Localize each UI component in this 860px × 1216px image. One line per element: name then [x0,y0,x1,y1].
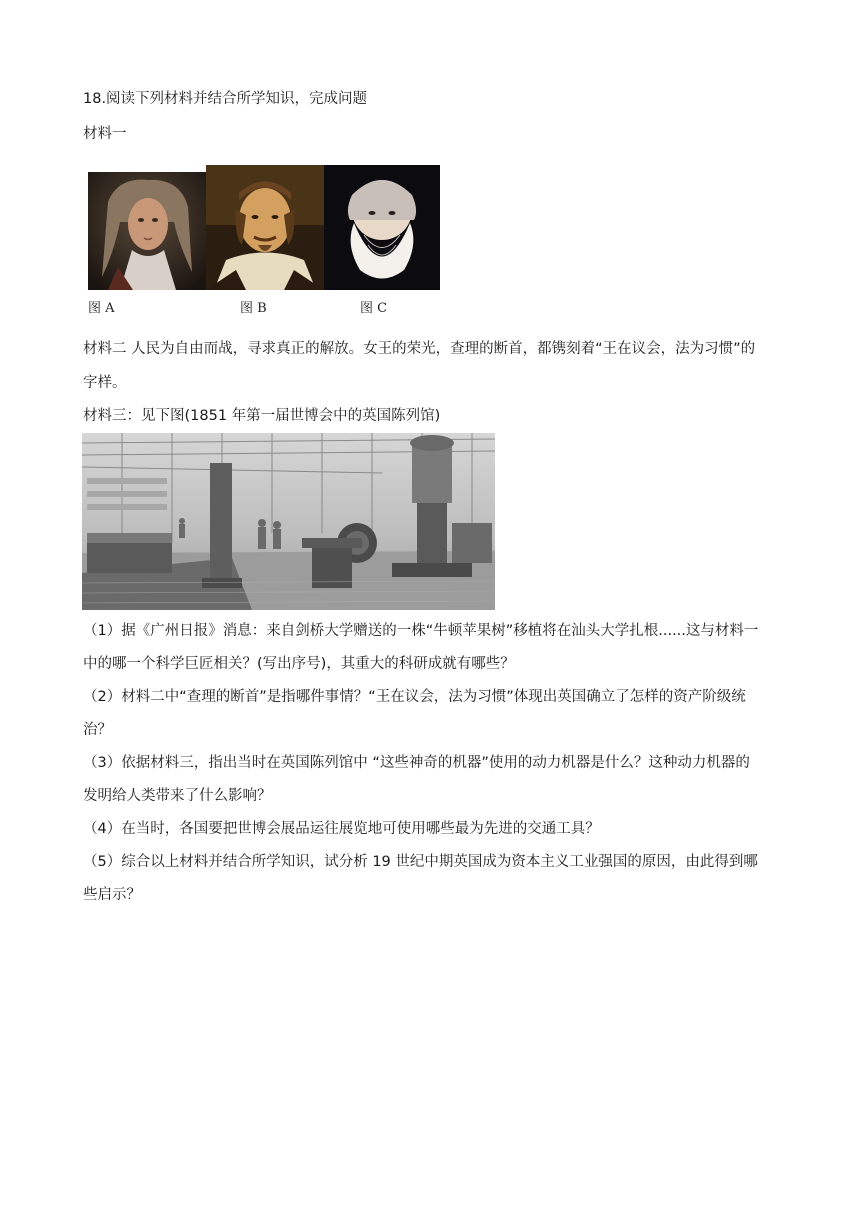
question-5-line2: 些启示？ [83,887,141,903]
portrait-a-image [88,172,206,290]
question-5-line1: （5）综合以上材料并结合所学知识，试分析 19 世纪中期英国成为资本主义工业强国的原因，由此得到哪 [83,854,758,870]
question-3-line1: （3）依据材料三，指出当时在英国陈列馆中 “这些神奇的机器”使用的动力机器是什么？这种动力机器的 [83,755,750,771]
portrait-c-image [324,165,440,290]
material3-label: 材料三：见下图(1851 年第一届世博会中的英国陈列馆) [83,408,441,424]
question-2-line1: （2）材料二中“查理的断首”是指哪件事情？“王在议会，法为习惯”体现出英国确立了怎样的资产阶级统 [83,689,746,705]
material2-line2: 字样。 [83,375,127,391]
question-1-line1: （1）据《广州日报》消息：来自剑桥大学赠送的一株“牛顿苹果树”移植将在汕头大学扎根......这与材料一 [83,623,759,639]
figure-a-caption: 图 A [88,301,115,316]
question-2-line2: 治？ [83,722,112,738]
question-1-line2: 中的哪一个科学巨匠相关？(写出序号)，其重大的科研成就有哪些？ [83,656,515,672]
portrait-b-image [206,165,324,290]
material1-label: 材料一 [83,126,127,142]
question-4-line1: （4）在当时，各国要把世博会展品运往展览地可使用哪些最为先进的交通工具？ [83,821,600,837]
exhibition-hall-image [82,433,495,610]
question-header: 18.阅读下列材料并结合所学知识，完成问题 [83,91,368,107]
figure-c-caption: 图 C [360,301,388,316]
question-3-line2: 发明给人类带来了什么影响？ [83,788,272,804]
figure-b-caption: 图 B [240,301,267,316]
material2-line1: 材料二 人民为自由而战，寻求真正的解放。女王的荣光，查理的断首，都镌刻着“王在议会，法为习惯”的 [83,341,756,357]
